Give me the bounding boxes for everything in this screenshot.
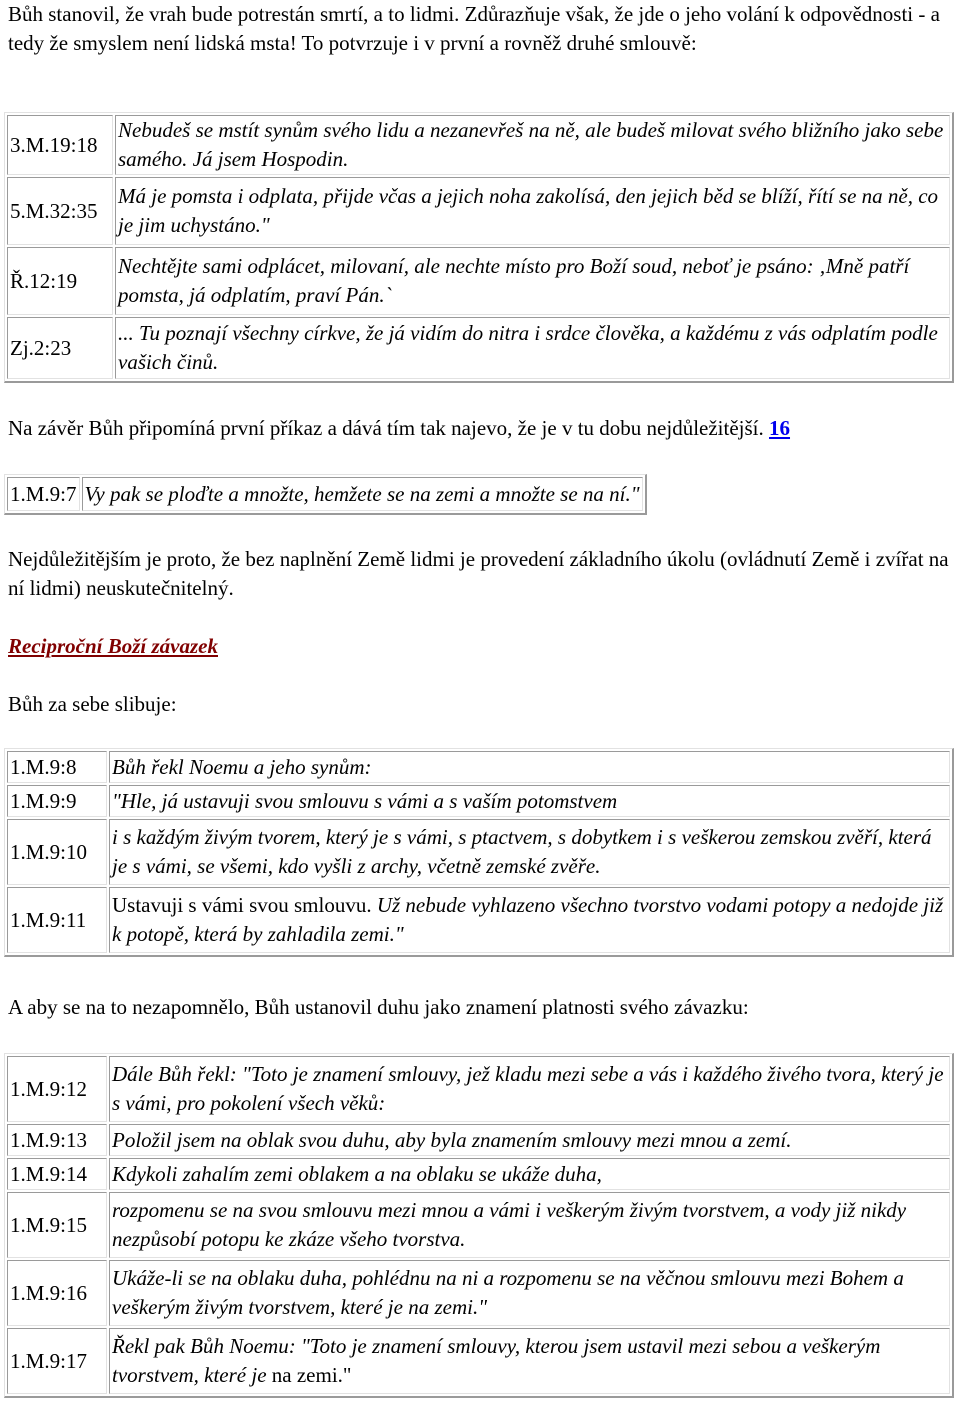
- verse-ref: 1.M.9:9: [7, 785, 107, 817]
- rainbow-paragraph: A aby se na to nezapomnělo, Bůh ustanovil duhu jako znamení platnosti svého závazku:: [8, 995, 749, 1019]
- verse-table-promise: [4, 748, 954, 957]
- footnote-link[interactable]: 16: [769, 416, 791, 440]
- verse-text: Kdykoli zahalím zemi oblakem a na oblaku se ukáže duha,: [109, 1158, 950, 1190]
- verse-text: "Hle, já ustavuji svou smlouvu s vámi a s vaším potomstvem: [109, 785, 950, 817]
- verse-text: Nebudeš se mstít synům svého lidu a nezanevřeš na ně, ale budeš milovat svého bližního jako sebe samého. Já jsem Hospodin.: [115, 115, 950, 175]
- verse-ref: 1.M.9:15: [7, 1192, 107, 1258]
- table-row: [7, 819, 950, 885]
- verse-text-italic: Řekl pak Bůh Noemu: "Toto je znamení smlouvy, kterou jsem ustavil mezi sebou a veškerým tvorstvem, které je: [112, 1334, 881, 1387]
- verse-ref: 1.M.9:12: [7, 1056, 107, 1122]
- table-row: [7, 115, 950, 175]
- table-row: [7, 1192, 950, 1258]
- verse-text: Má je pomsta i odplata, přijde včas a jejich noha zakolísá, den jejich běd se blíží, řítí se na ně, co je jim uchystáno.": [115, 177, 950, 245]
- table-row: [7, 1056, 950, 1122]
- verse-text: [109, 887, 950, 953]
- verse-text: Dále Bůh řekl: "Toto je znamení smlouvy, jež kladu mezi sebe a vás i každého živého tvora, který je s vámi, pro pokolení všech věků:: [109, 1056, 950, 1122]
- verse-text: Ukáže-li se na oblaku duha, pohlédnu na ni a rozpomenu se na věčnou smlouvu mezi Bohem a veškerým živým tvorstvem, které je na zemi.": [109, 1260, 950, 1326]
- table-row: [7, 1328, 950, 1394]
- importance-paragraph: Nejdůležitějším je proto, že bez naplnění Země lidmi je provedení základního úkolu (ovládnutí Země i zvířat na ní lidmi) neuskutečnitelný.: [8, 547, 949, 600]
- promise-paragraph: Bůh za sebe slibuje:: [8, 692, 177, 716]
- verse-table-multiply: [4, 474, 647, 515]
- conclusion-text: Na závěr Bůh připomíná první příkaz a dává tím tak najevo, že je v tu dobu nejdůležitější.: [8, 416, 770, 440]
- verse-ref: 1.M.9:14: [7, 1158, 107, 1190]
- conclusion-paragraph: [8, 414, 950, 443]
- verse-ref: Ř.12:19: [7, 247, 113, 315]
- verse-text: i s každým živým tvorem, který je s vámi, s ptactvem, s dobytkem i s veškerou zemskou zvěří, která je s vámi, se všemi, kdo vyšli z archy, včetně zemské zvěře.: [109, 819, 950, 885]
- table-row: [7, 751, 950, 783]
- table-row: [7, 1260, 950, 1326]
- table-row: [7, 247, 950, 315]
- verse-ref: Zj.2:23: [7, 317, 113, 379]
- verse-text: Položil jsem na oblak svou duhu, aby byla znamením smlouvy mezi mnou a zemí.: [109, 1124, 950, 1156]
- verse-ref: 1.M.9:11: [7, 887, 107, 953]
- verse-ref: 1.M.9:17: [7, 1328, 107, 1394]
- verse-table-rainbow: [4, 1053, 954, 1398]
- verse-text: Vy pak se ploďte a množte, hemžete se na zemi a množte se na ní.": [82, 477, 643, 511]
- table-row: [7, 1158, 950, 1190]
- verse-ref: 1.M.9:16: [7, 1260, 107, 1326]
- table-row: [7, 317, 950, 379]
- section-heading: [8, 632, 950, 661]
- verse-table-revenge: [4, 112, 954, 383]
- verse-ref: 1.M.9:13: [7, 1124, 107, 1156]
- verse-ref: 1.M.9:10: [7, 819, 107, 885]
- verse-ref: 1.M.9:8: [7, 751, 107, 783]
- table-row: [7, 477, 643, 511]
- table-row: [7, 887, 950, 953]
- verse-text-plain: na zemi.": [271, 1363, 352, 1387]
- verse-text-italic: Už nebude vyhlazeno všechno tvorstvo vodami potopy a nedojde již k potopě, která by zahladila zemi.": [112, 893, 944, 946]
- verse-text: Nechtějte sami odplácet, milovaní, ale nechte místo pro Boží soud, neboť je psáno: ‚Mně patří pomsta, já odplatím, praví Pán.`: [115, 247, 950, 315]
- verse-text: ... Tu poznají všechny církve, že já vidím do nitra i srdce člověka, a každému z vás odplatím podle vašich činů.: [115, 317, 950, 379]
- verse-ref: 3.M.19:18: [7, 115, 113, 175]
- verse-text: Bůh řekl Noemu a jeho synům:: [109, 751, 950, 783]
- verse-text-plain: Ustavuji s vámi svou smlouvu.: [112, 893, 377, 917]
- intro-paragraph: Bůh stanovil, že vrah bude potrestán smrtí, a to lidmi. Zdůrazňuje však, že jde o jeho volání k odpovědnosti - a tedy že smyslem není lidská msta! To potvrzuje i v první a rovněž druhé smlouvě:: [8, 2, 940, 55]
- table-row: [7, 177, 950, 245]
- table-row: [7, 1124, 950, 1156]
- verse-ref: 1.M.9:7: [7, 477, 80, 511]
- section-heading-text[interactable]: Reciproční Boží závazek: [8, 634, 218, 658]
- verse-ref: 5.M.32:35: [7, 177, 113, 245]
- verse-text: [109, 1328, 950, 1394]
- verse-text: rozpomenu se na svou smlouvu mezi mnou a vámi i veškerým živým tvorstvem, a vody již nikdy nezpůsobí potopu ke zkáze všeho tvorstva.: [109, 1192, 950, 1258]
- table-row: [7, 785, 950, 817]
